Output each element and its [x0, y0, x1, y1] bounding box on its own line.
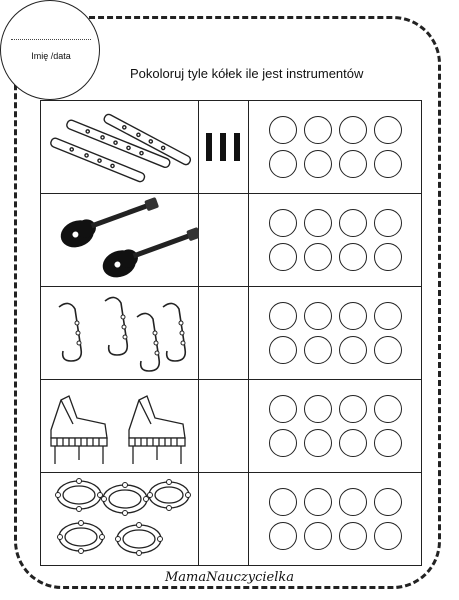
- table-row: [41, 101, 422, 194]
- color-circle[interactable]: [269, 488, 297, 516]
- grand-piano-icon: [41, 380, 199, 472]
- color-circle[interactable]: [339, 395, 367, 423]
- circles-cell: [249, 380, 422, 473]
- color-circle[interactable]: [374, 429, 402, 457]
- color-circle[interactable]: [339, 336, 367, 364]
- instrument-cell: [41, 194, 199, 287]
- instrument-cell: [41, 380, 199, 473]
- color-circle[interactable]: [269, 302, 297, 330]
- circles-cell: [249, 101, 422, 194]
- table-row: [41, 473, 422, 566]
- color-circle[interactable]: [269, 150, 297, 178]
- color-circle[interactable]: [339, 488, 367, 516]
- color-circle[interactable]: [269, 243, 297, 271]
- name-date-label: Imię /data: [31, 51, 71, 61]
- color-circle[interactable]: [374, 522, 402, 550]
- tally-cell[interactable]: [198, 473, 249, 566]
- color-circle[interactable]: [269, 116, 297, 144]
- color-circle[interactable]: [374, 302, 402, 330]
- color-circle[interactable]: [339, 209, 367, 237]
- name-writing-line: [11, 39, 91, 40]
- electric-guitar-icon: [41, 194, 199, 286]
- table-row: [41, 194, 422, 287]
- worksheet-table: [40, 100, 422, 566]
- color-circle[interactable]: [304, 336, 332, 364]
- color-circle[interactable]: [304, 522, 332, 550]
- color-circle[interactable]: [374, 395, 402, 423]
- tally-cell: [198, 101, 249, 194]
- color-circle[interactable]: [304, 302, 332, 330]
- worksheet-title: Pokoloruj tyle kółek ile jest instrumentów: [130, 66, 364, 81]
- brand-logo-text: MamaNauczycielka: [164, 570, 295, 585]
- tally-cell[interactable]: [198, 287, 249, 380]
- color-circle[interactable]: [339, 150, 367, 178]
- color-circle[interactable]: [374, 209, 402, 237]
- instrument-cell: [41, 101, 199, 194]
- color-circle[interactable]: [339, 302, 367, 330]
- color-circle[interactable]: [304, 429, 332, 457]
- color-circle[interactable]: [269, 429, 297, 457]
- color-circle[interactable]: [374, 243, 402, 271]
- color-circle[interactable]: [374, 488, 402, 516]
- name-date-circle: [0, 0, 100, 100]
- saxophone-icon: [41, 287, 199, 379]
- instrument-cell: [41, 287, 199, 380]
- color-circle[interactable]: [339, 522, 367, 550]
- color-circle[interactable]: [304, 116, 332, 144]
- color-circle[interactable]: [374, 116, 402, 144]
- tally-marks: [199, 133, 249, 161]
- color-circle[interactable]: [304, 395, 332, 423]
- instrument-cell: [41, 473, 199, 566]
- tambourine-icon: [41, 473, 199, 565]
- color-circle[interactable]: [374, 150, 402, 178]
- circles-cell: [249, 194, 422, 287]
- tally-mark: [206, 133, 212, 161]
- color-circle[interactable]: [304, 150, 332, 178]
- tally-mark: [234, 133, 240, 161]
- circles-cell: [249, 473, 422, 566]
- color-circle[interactable]: [304, 209, 332, 237]
- color-circle[interactable]: [339, 429, 367, 457]
- color-circle[interactable]: [374, 336, 402, 364]
- color-circle[interactable]: [269, 522, 297, 550]
- color-circle[interactable]: [269, 395, 297, 423]
- tally-cell[interactable]: [198, 380, 249, 473]
- color-circle[interactable]: [339, 116, 367, 144]
- color-circle[interactable]: [269, 209, 297, 237]
- recorder-flute-icon: [41, 101, 199, 193]
- table-row: [41, 287, 422, 380]
- tally-cell[interactable]: [198, 194, 249, 287]
- color-circle[interactable]: [269, 336, 297, 364]
- color-circle[interactable]: [304, 488, 332, 516]
- table-row: [41, 380, 422, 473]
- color-circle[interactable]: [339, 243, 367, 271]
- color-circle[interactable]: [304, 243, 332, 271]
- circles-cell: [249, 287, 422, 380]
- tally-mark: [220, 133, 226, 161]
